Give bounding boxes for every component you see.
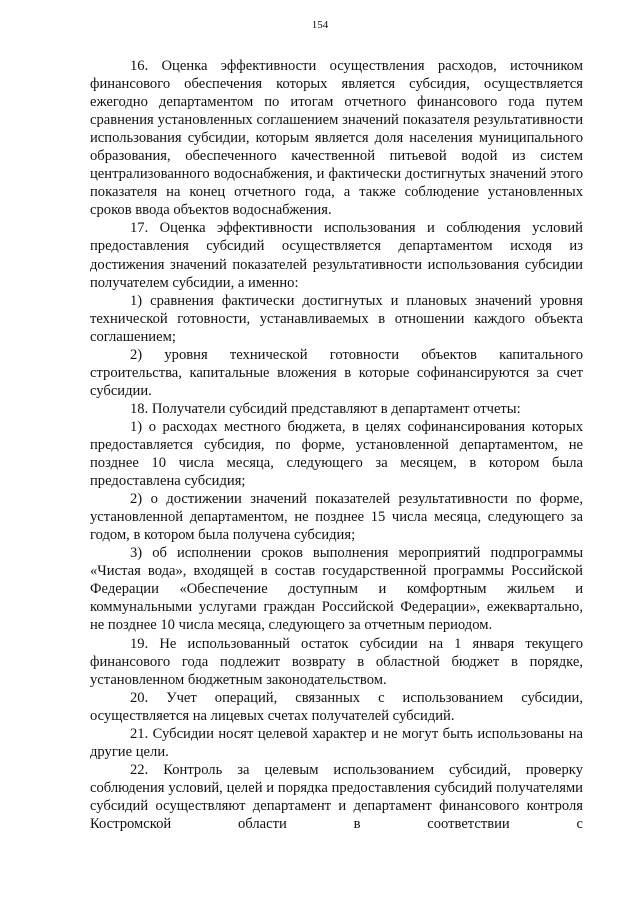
paragraph-16: 16. Оценка эффективности осуществления расходов, источником финансового обеспечения которых является субсидия, осуществляется ежегодно департаментом по итогам отчетного финансового года путем сравнения установленных соглашением значений показателя результативности использования субсидии, которым является доля населения муниципального образования, обеспеченного качественной питьевой водой из систем централизованного водоснабжения, и фактически достигнутых значений этого показателя на конец отчетного года, а также соблюдение установленных сроков ввода объектов водоснабжения.: [90, 58, 583, 219]
page-number: 154: [311, 19, 329, 31]
paragraph-17: 17. Оценка эффективности использования и соблюдения условий предоставления субсидий осуществляется департаментом исходя из достижения значений показателей результативности использования субсидии получателем субсидии, а именно:: [90, 220, 583, 291]
paragraph-17-item-1: 1) сравнения фактически достигнутых и плановых значений уровня технической готовности, устанавливаемых в отношении каждого объекта соглашением;: [90, 292, 583, 345]
paragraph-18: 18. Получатели субсидий представляют в департамент отчеты:: [130, 400, 521, 417]
paragraph-18-item-1: 1) о расходах местного бюджета, в целях софинансирования которых предоставляется субсидия, по форме, установленной департаментом, не позднее 10 числа месяца, следующего за месяцем, в котором была предоставлена субсидия;: [90, 418, 583, 490]
paragraph-20: 20. Учет операций, связанных с использованием субсидии, осуществляется на лицевых счетах получателей субсидий.: [90, 689, 583, 724]
paragraph-22: 22. Контроль за целевым использованием субсидий, проверку соблюдения условий, целей и порядка предоставления субсидий получателями субсидий осуществляют департамент и департамент финансового контроля Костромской области в соответствии с: [90, 761, 583, 832]
document-body: [90, 57, 583, 833]
paragraph-18-item-3: 3) об исполнении сроков выполнения мероприятий подпрограммы «Чистая вода», входящей в состав государственной программы Российской Федерации «Обеспечение доступным и комфортным жильем и коммунальными услугами граждан Российской Федерации», ежеквартально, не позднее 10 числа месяца, следующего за отчетным периодом.: [90, 545, 583, 634]
paragraph-18-item-2: 2) о достижении значений показателей результативности по форме, установленной департаментом, не позднее 15 числа месяца, следующего за годом, в котором была получена субсидия;: [90, 491, 583, 544]
paragraph-21: 21. Субсидии носят целевой характер и не могут быть использованы на другие цели.: [90, 725, 583, 760]
paragraph-19: 19. Не использованный остаток субсидии на 1 января текущего финансового года подлежит возврату в областной бюджет в порядке, установленном бюджетным законодательством.: [90, 635, 583, 688]
paragraph-17-item-2: 2) уровня технической готовности объектов капитального строительства, капитальные вложения в которые софинансируются за счет субсидии.: [90, 346, 583, 399]
